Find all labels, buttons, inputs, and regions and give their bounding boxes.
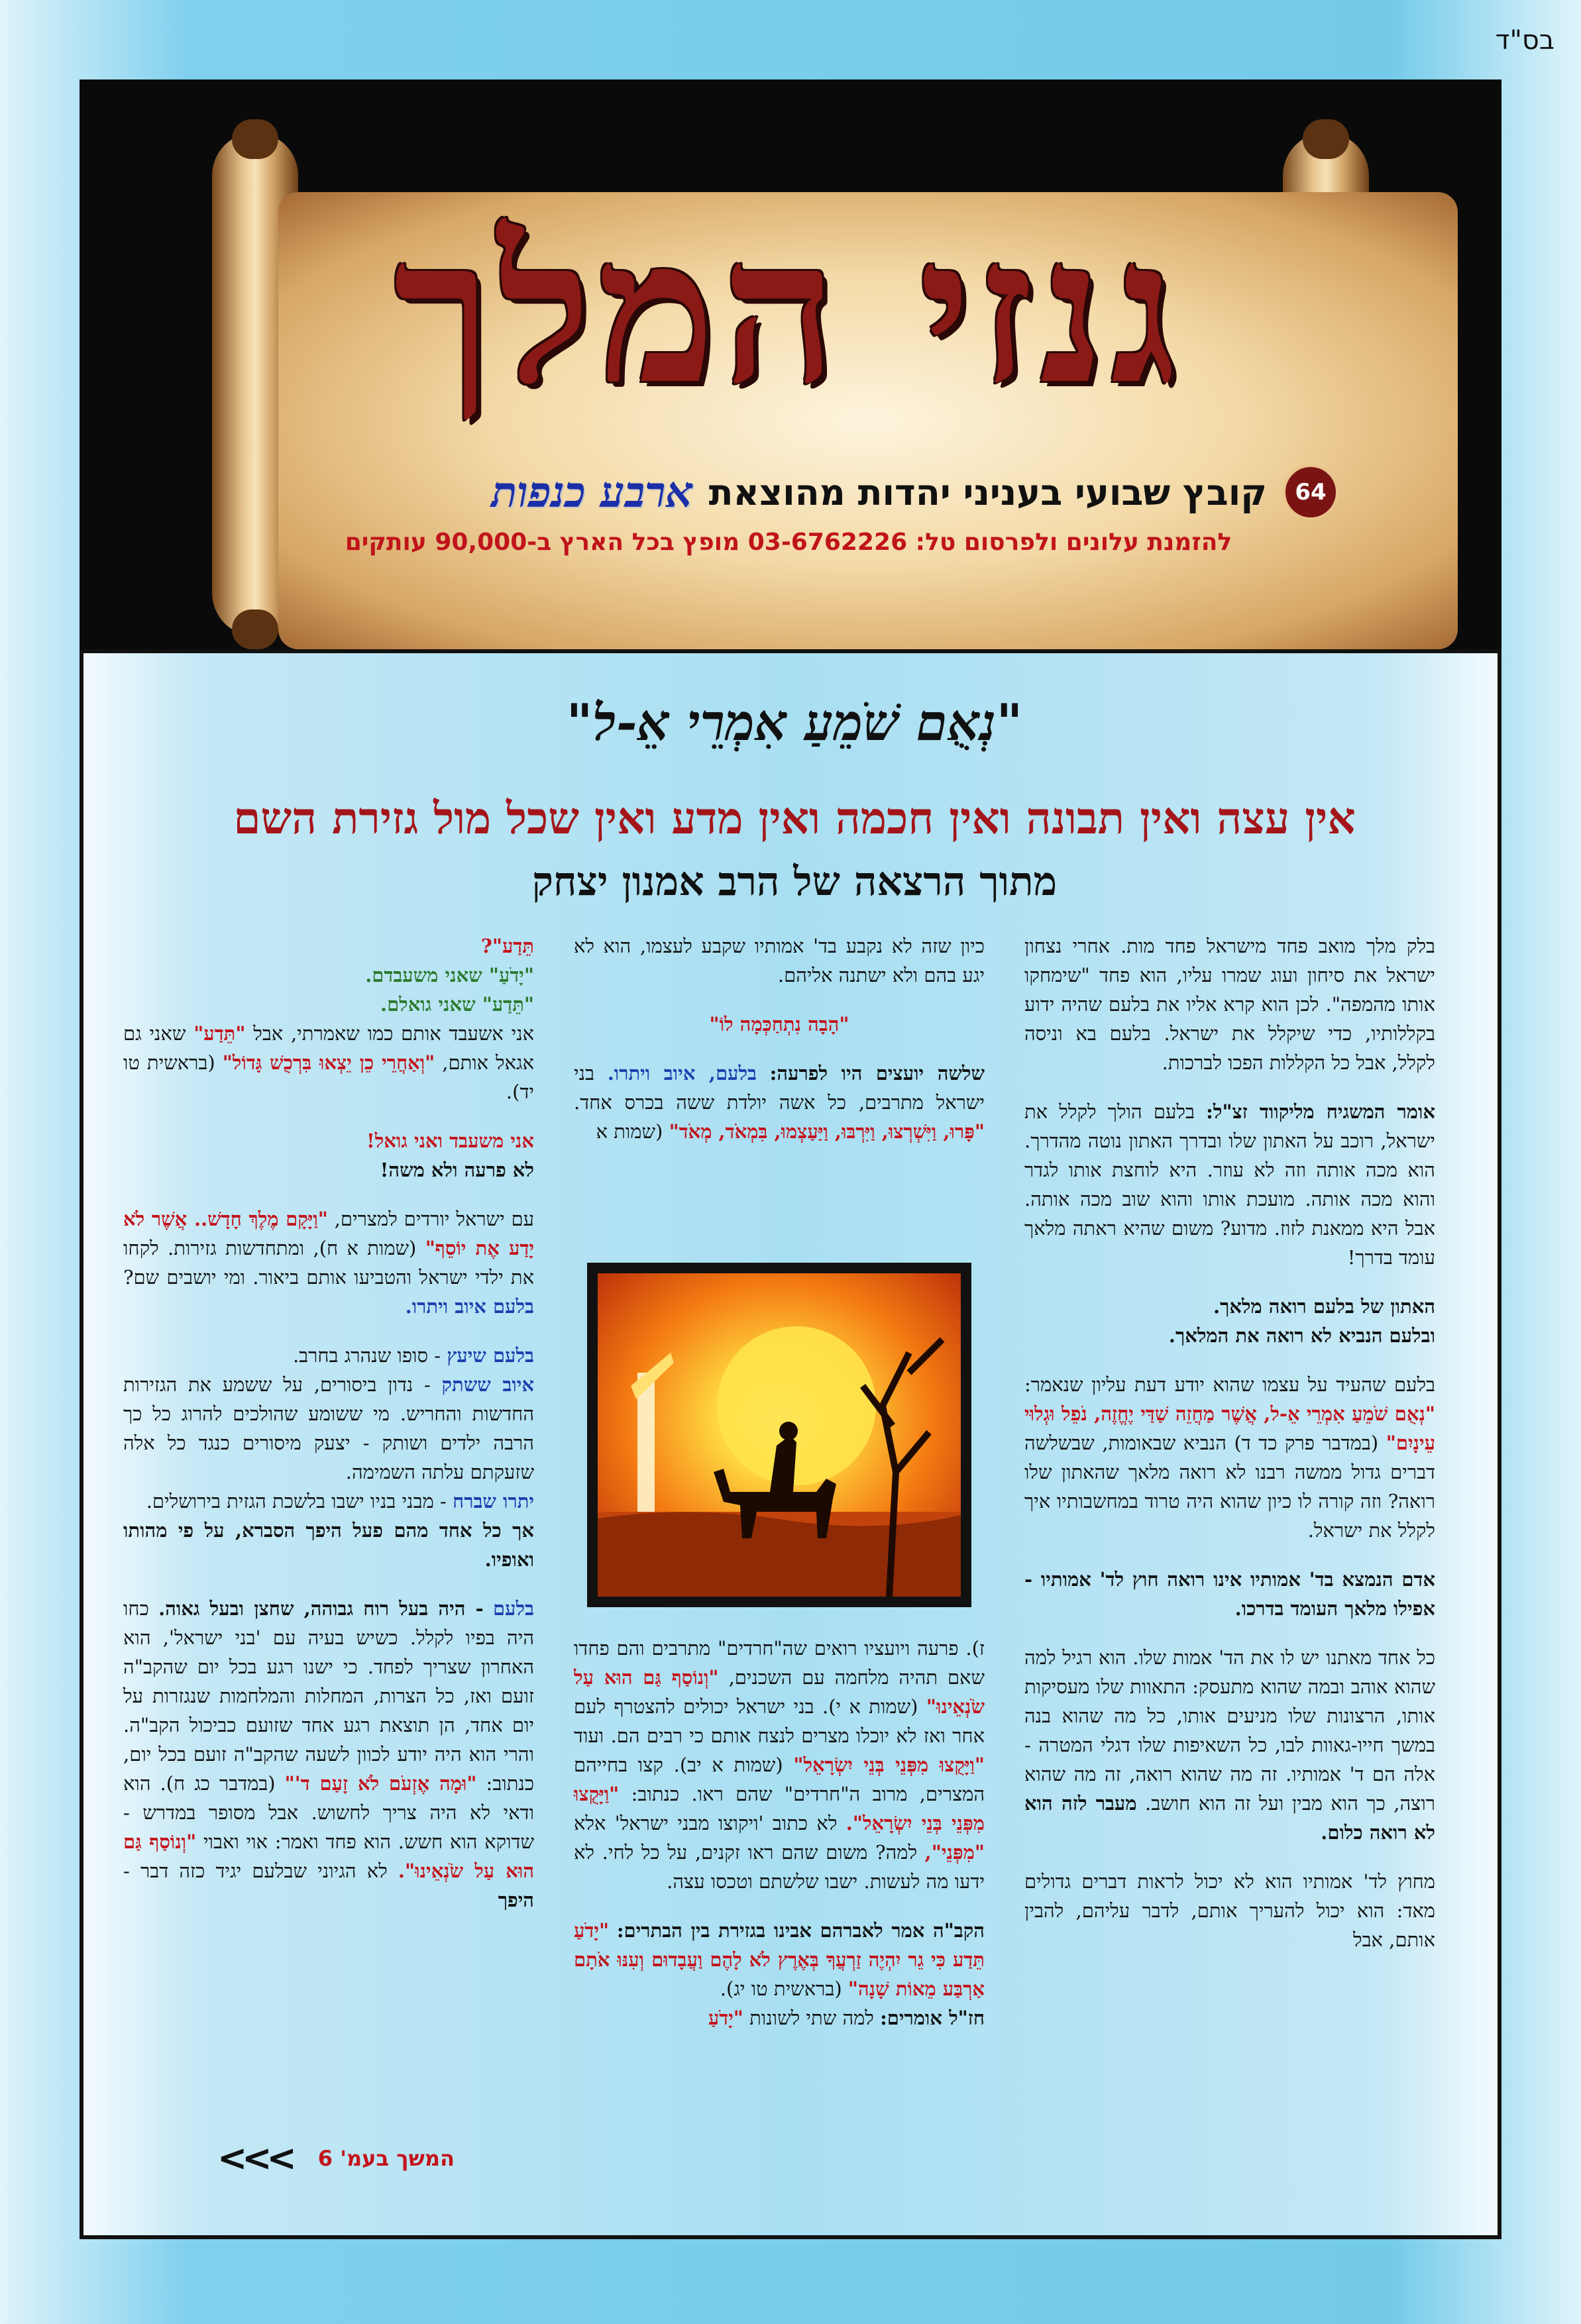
lead-in: שלשה יועצים היו לפרעה: <box>769 1062 985 1084</box>
verse-quote: "פָּרוּ, וַיִּשְׁרְצוּ, וַיִּרְבּוּ, וַיַּעַצְמוּ, בִּמְאֹד, מְאֹד" <box>669 1120 985 1143</box>
text: בני ישראל מתרבים, כל אשה יולדת ששה בכרס אחד. <box>574 1062 985 1114</box>
text: - מבני בניו ישבו בלשכת הגזית בירושלים. <box>146 1490 447 1512</box>
text: בלעם הולך לקלל את ישראל, רוכב על האתון שלו ובדרך האתון נוטה מהדרך. הוא מכה אותה וזה לא עוזר. היא לוחצת אותו לגדר והוא מכה אותה. מועכת אותו והוא שוב מכה אותה. אבל היא ממאנת לזוז. מדוע? משום שהיא ראתה מלאך עומד בדרך! <box>1024 1100 1435 1269</box>
paragraph <box>574 1059 985 1146</box>
paragraph <box>123 1341 534 1574</box>
text: (שמות א יב). קצו בחייהם המצרים, מרוב ה"חרדים" שהם ראו. כנתוב: <box>574 1754 985 1805</box>
paragraph <box>1024 1370 1435 1545</box>
names: איוב ששתק <box>441 1373 534 1396</box>
text: עם ישראל יורדים למצרים, <box>334 1208 534 1230</box>
emphasis: היפך <box>498 1889 534 1911</box>
verse-quote: "וְאַחֲרֵי כֵן יֵצְאוּ בִּרְכֻשׁ גָּדוֹל" <box>222 1051 435 1074</box>
text: - נדון ביסורים, על ששמע את הגזירות החדשות והחריש. מי ששומע שהולכים להרוג כל כך הרבה ילדים ושותק - יצעק מיסורים כנגד כל אלה שזעקתם עלתה השמימה. <box>123 1373 534 1483</box>
emphasis: - היה בעל רוח גבוהה, שחצן ובעל גאוה. <box>158 1597 484 1620</box>
publisher-logo: ארבע כנפות <box>491 467 693 517</box>
text: למה? משום שהם ראו זקנים, על כל לחי. לא ידעו מה לעשות. ישבו שלשתם וטכסו עצה. <box>574 1841 985 1893</box>
text: למה שתי לשונות <box>749 2007 874 2029</box>
text: שאני גם אגאל אותם, <box>123 1022 535 1074</box>
verse-quote: "וְנוֹסַף גַּם הוּא עַל שֹׂנְאֵינוּ" <box>574 1666 985 1718</box>
emphasis-line: "יָדֹעַ" שאני משעבדם. <box>365 964 534 986</box>
paragraph <box>123 1126 534 1185</box>
paragraph: אדם הנמצא בד' אמותיו אינו רואה חוץ לד' אמותיו - אפילו מלאך העומד בדרכו. <box>1024 1568 1435 1620</box>
verse-quote: "וַיָּקָם מֶלֶךְ חָדָשׁ.. אֲשֶׁר לֹא יָדַע אֶת יוֹסֵף" <box>123 1208 535 1259</box>
emphasis-line: "תֵּדַע" שאני גואלם. <box>380 993 534 1016</box>
verse-quote: "וַיָּקֻצוּ מִפְּנֵי בְּנֵי יִשְׂרָאֵל". <box>574 1783 985 1834</box>
verse-quote: "מִפְּנֵי", <box>924 1841 985 1864</box>
emphasis: אך כל אחד מהם פעל היפך הסברא, על פי מהותו ואופיו. <box>123 1519 534 1571</box>
text: (בראשית טו יד). <box>123 1051 534 1103</box>
column-left <box>123 931 534 2203</box>
text: (במדבר כג ח). הוא ודאי לא היה צריך לחשוש. אבל מסופר במדרש - שדוקא הוא חשש. הוא פחד ואמר: אוי ואבוי <box>123 1772 535 1853</box>
paragraph <box>574 1634 985 1896</box>
paragraph <box>123 931 534 1106</box>
verse-quote: "וּמָה אֶזְעֹם לֹא זָעַם ד'" <box>284 1772 477 1795</box>
masthead-title: גנזי המלך <box>394 194 1183 428</box>
emphasis: מעבר לזה הוא לא רואה כלום. <box>1024 1792 1435 1844</box>
article-panel <box>80 649 1501 2239</box>
emphasis-line: אני משעבד ואני גואל! <box>366 1130 534 1152</box>
text: (שמות א ח), ומתחדשות גזירות. לקחו את ילדי ישראל והטביעו אותם ביאור. ומי יושבים שם? <box>123 1237 534 1289</box>
column-middle-bottom <box>574 1634 985 2203</box>
names: בלעם איוב ויתרו. <box>405 1295 534 1318</box>
paragraph <box>123 1204 534 1321</box>
text: - סופו שנהרג בחרב. <box>292 1344 441 1367</box>
page-label: בס"ד <box>1495 25 1554 56</box>
text: כל אחד מאתנו יש לו את הד' אמות שלו. הוא רגיל למה שהוא אוהב ובמה שהוא מתעסק: התאוות שלו מעסיקות אותו, הרצונות שלו מניעים אותו, כל מה שהוא בנה במשך חייו-גאוות לבו, כל השאיפות שלו דגלי המטרה - אלה הם ד' אמותיו. זה מה שהוא רואה, זה מה שהוא רוצה, כך הוא מבין ועל זה הוא חושב. <box>1024 1646 1435 1815</box>
lead-in: אומר המשגיח מליקווד זצ"ל: <box>1206 1100 1436 1123</box>
text: (שמות א י). בני ישראל יכולים להצטרף לעם אחר ואז לא יוכלו מצרים לנצח אותם כי רבים הם. ועוד <box>574 1695 985 1747</box>
names: בלעם שיעץ <box>447 1344 534 1367</box>
article-headline: אין עצה ואין תבונה ואין חכמה ואין מדע ואין שכל מול גזירת השם <box>233 792 1356 844</box>
names: בלעם, איוב ויתרו. <box>607 1062 757 1084</box>
continue-arrows-icon: <<< <box>217 2137 292 2179</box>
balaam-donkey-illustration <box>587 1263 971 1607</box>
issue-number-badge: 64 <box>1283 464 1338 520</box>
paragraph <box>1024 1292 1435 1350</box>
paragraph <box>1024 1097 1435 1272</box>
paragraph <box>1024 1643 1435 1847</box>
text: בלעם שהעיד על עצמו שהוא יודע דעת עליון שנאמר: <box>1024 1373 1435 1396</box>
lead-in: חז"ל אומרים: <box>880 2007 985 2029</box>
sunset-rider-image <box>598 1273 961 1597</box>
paragraph <box>123 1594 534 1915</box>
verse-quote: "תֵּדַע" <box>193 1022 246 1045</box>
contact-line: להזמנת עלונים ולפרסום טל: 03-6762226 מופץ בכל הארץ ב-90,000 עותקים <box>345 529 1232 556</box>
text: לא כתוב 'ויקוצו מבני ישראל' אלא <box>574 1812 838 1834</box>
section-quote-heading: "הָבָה נִתְחַכְּמָה לוֹ" <box>709 1013 849 1035</box>
article-byline: מתוך הרצאה של הרב אמנון יצחק <box>531 859 1058 905</box>
text: (במדבר פרק כד ד) הנביא שבאומות, שבשלשה דברים גדול ממשה רבנו לא רואה מלאך שהאתון שלו רואה? וזה קורה לו כיון שהוא היה טרוד במחשבותיו איך לקלל את ישראל. <box>1024 1432 1435 1542</box>
emphasis-line: לא פרעה ולא משה! <box>380 1159 534 1181</box>
names: בלעם <box>492 1597 534 1620</box>
verse-quote: "יָדֹעַ <box>708 2007 743 2029</box>
lead-in: הקב"ה אמר לאברהם אבינו בגזירת בין הבתרים: <box>616 1919 985 1942</box>
text: אני אשעבד אותם כמו שאמרתי, אבל <box>253 1022 535 1045</box>
paragraph: מחוץ לד' אמותיו הוא לא יכול לראות דברים גדולים מאד: הוא יכול להעריך אותם, לדבר עליהם, להבין אותם, אבל <box>1024 1870 1435 1951</box>
text: לא הגיוני שבלעם יגיד כזה דבר - <box>123 1860 388 1882</box>
verse-quote: "נְאֻם שֹׁמֵעַ אִמְרֵי אֵ-ל, אֲשֶׁר מַחֲזֵה שַׁדַּי יֶחֱזֶה, נֹפֵל וּגְלוּי עֵינָיִם" <box>1024 1402 1436 1454</box>
emphasis-line: האתון של בלעם רואה מלאך. <box>1213 1295 1435 1318</box>
emphasis-line: ובלעם הנביא לא רואה את המלאך. <box>1168 1324 1435 1347</box>
verse-quote: תֵּדַע"? <box>480 935 534 957</box>
paragraph: כיון שזה לא נקבע בד' אמותיו שקבע לעצמו, הוא לא יגע בהם ולא ישתנה אליהם. <box>574 935 985 986</box>
text: (שמות א <box>596 1120 663 1143</box>
text: כחו היה בפיו לקלל. כשיש בעיה עם 'בני ישראל', הוא האחרון שצריך לפחד. כי ישנו רגע בכל יום שהקב"ה זועם ואז, כל הצרות, המחלות והמלחמות שנגזרות על יום אחד, הן תוצאת רגע אחד שזועם כביכול הקב"ה. והרי הוא היה יודע לכוון לשעה שהקב"ה זועם בכל יום, כנתוב: <box>123 1597 535 1795</box>
verse-quote: "וַיָּקֻצוּ מִפְּנֵי בְּנֵי יִשְׂרָאֵל" <box>793 1754 985 1776</box>
paragraph <box>574 1916 985 2033</box>
masthead-subtitle: קובץ שבועי בעניני יהדות מהוצאת <box>708 471 1267 513</box>
verse-quote: "וְנוֹסַף גַּם הוּא עַל שֹׂנְאֵינוּ". <box>123 1830 535 1882</box>
column-middle-top <box>574 931 985 1210</box>
masthead-subtitle-row <box>371 462 1338 522</box>
paragraph: בלק מלך מואב פחד מישראל פחד מות. אחרי נצחון ישראל את סיחון ועוג שמרו עליו, הוא פחד "שימחקו אותו מהמפה". לכן הוא קרא אליו את בלעם שהיה ידוע בקללותיו, כדי שיקלל את ישראל. בלעם בא וניסה לקלל, אבל כל הקללות הפכו לברכות. <box>1024 935 1435 1074</box>
column-right <box>1024 931 1435 2203</box>
continue-label: המשך בעמ' 6 <box>317 2145 455 2171</box>
article-quote-title: "נְאֻם שֹׁמֵעַ אִמְרֵי אֵ-ל" <box>566 693 1023 752</box>
names: יתרו שברח <box>453 1490 534 1512</box>
verse-quote: "יָדֹעַ תֵּדַע כִּי גֵר יִהְיֶה זַרְעֲךָ בְּאֶרֶץ לֹא לָהֶם וַעֲבָדוּם וְעִנּוּ אֹתָם אַרְבַּע מֵאוֹת שָׁנָה" <box>574 1919 985 2000</box>
text: ז). פרעה ויועציו רואים שה"חרדים" מתרבים והם פחדו שאם תהיה מלחמה עם השכנים, <box>574 1637 985 1689</box>
text: (בראשית טו יג). <box>720 1978 842 2000</box>
continuation-link[interactable] <box>176 2137 455 2179</box>
